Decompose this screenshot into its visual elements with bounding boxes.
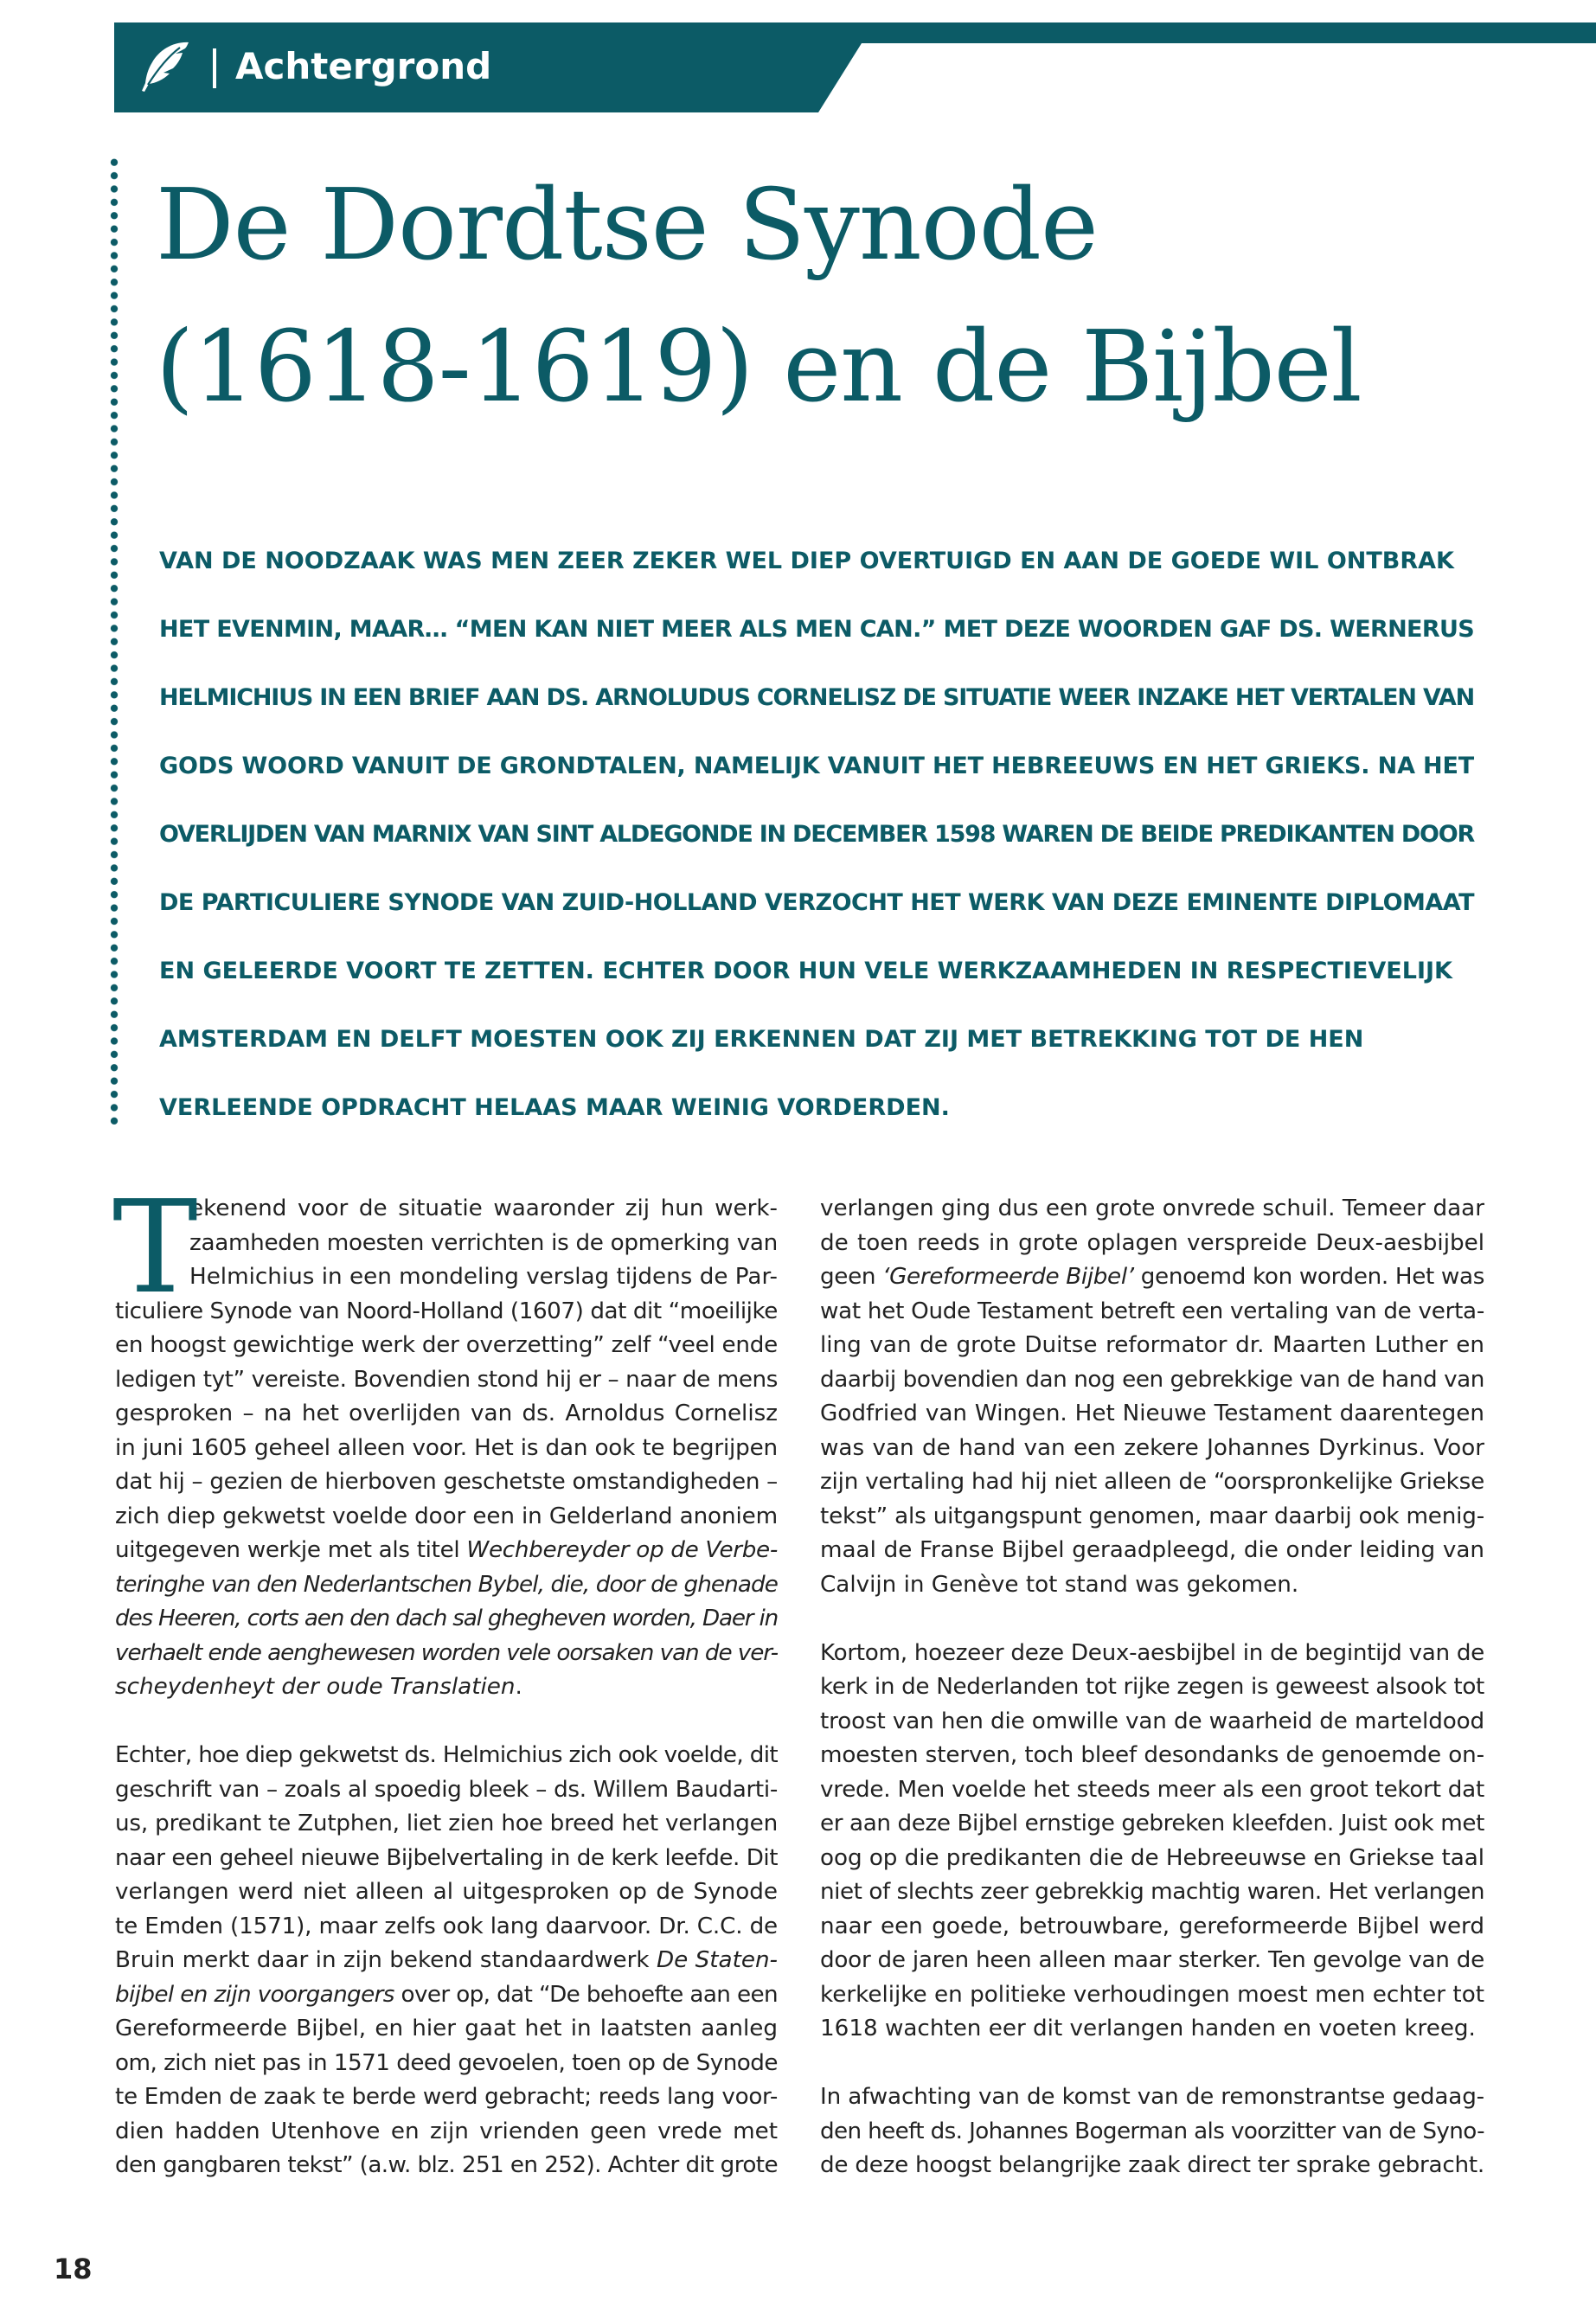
text-line: geschrift van – zoals al spoedig bleek – ds. Willem Baudarti- [115, 1776, 778, 1803]
text-line: In afwachting van de komst van de remonstrantse gedaag- [820, 2084, 1484, 2110]
body-column-left [112, 1173, 779, 2183]
text-line: te Emden de zaak te berde werd gebracht; reeds lang voor- [115, 2084, 778, 2110]
text-line: Echter, hoe diep gekwetst ds. Helmichius zich ook voelde, dit [115, 1742, 778, 1768]
paragraph-3 [820, 2080, 1484, 2183]
text-line: oog op die predikanten die de Hebreeuwse en Griekse taal [820, 1844, 1484, 1871]
text-segment: geen [820, 1264, 876, 1290]
text-line: ling van de grote Duitse reformator dr. Maarten Luther en [820, 1332, 1484, 1358]
text-line: ledigen tyt” vereiste. Bovendien stond hij er – naar de mens [115, 1366, 778, 1393]
text-line: Godfried van Wingen. Het Nieuwe Testament daarentegen [820, 1400, 1484, 1426]
text-line: de toen reeds in grote oplagen verspreide Deux-aesbijbel [820, 1229, 1484, 1256]
text-line: ekenend voor de situatie waaronder zij hun werk- [189, 1195, 778, 1221]
italic-book-title: bijbel en zijn voorgangers [115, 1981, 394, 2008]
paragraph-2 [115, 1739, 778, 2183]
text-line: naar een geheel nieuwe Bijbelvertaling in de kerk leefde. Dit [115, 1844, 778, 1871]
text-line: er aan deze Bijbel ernstige gebreken kleefden. Juist ook met [820, 1811, 1484, 1836]
italic-bible-name: ‘Gereformeerde Bijbel’ [882, 1264, 1134, 1290]
paragraph-gap [115, 1705, 778, 1740]
intro-line: OVERLIJDEN VAN MARNIX VAN SINT ALDEGONDE IN DECEMBER 1598 WAREN DE BEIDE PREDIKANTEN DOOR [159, 821, 1474, 848]
dotted-rule [110, 156, 119, 1125]
header-separator [213, 48, 216, 88]
text-line: naar een goede, betrouwbare, gereformeerde Bijbel werd [820, 1913, 1484, 1939]
text-line [820, 1260, 1484, 1295]
text-segment: Bruin merkt daar in zijn bekend standaardwerk [115, 1947, 650, 1973]
text-line: vrede. Men voelde het steeds meer als een groot tekort dat [820, 1776, 1484, 1803]
paragraph-1 [820, 1192, 1484, 1602]
italic-book-title: scheydenheyt der oude Translatien [115, 1674, 516, 1700]
article-title [156, 154, 1362, 438]
text-line: door de jaren heen alleen maar sterker. Ten gevolge van de [820, 1947, 1484, 1973]
quill-icon [135, 40, 192, 93]
text-segment: . [515, 1674, 522, 1700]
text-line [115, 1670, 778, 1705]
text-segment: over op, dat “De behoefte aan een [401, 1981, 779, 2008]
paragraph-gap [820, 1602, 1484, 1637]
intro-line: EN GELEERDE VOORT TE ZETTEN. ECHTER DOOR HUN VELE WERKZAAMHEDEN IN RESPECTIEVELIJK [159, 958, 1452, 984]
text-line: 1618 wachten eer dit verlangen handen en voeten kreeg. [820, 2016, 1476, 2041]
text-line: kerk in de Nederlanden tot rijke zegen is geweest alsook tot [820, 1674, 1484, 1700]
text-line: in juni 1605 geheel alleen voor. Het is dan ook te begrijpen [115, 1434, 778, 1461]
text-line: Helmichius in een mondeling verslag tijdens de Par- [189, 1264, 778, 1290]
paragraph-gap [820, 2047, 1484, 2081]
text-line [115, 1534, 778, 1568]
article-title-line-2: (1618-1619) en de Bijbel [156, 310, 1362, 424]
italic-text-line: des Heeren, corts aen den dach sal ghegheven worden, Daer in [115, 1606, 778, 1631]
paragraph-1 [115, 1192, 778, 1705]
text-line: den gangbaren tekst” (a.w. blz. 251 en 252). Achter dit grote [115, 2152, 778, 2178]
text-line: Gereformeerde Bijbel, en hier gaat het in laatsten aanleg [115, 2016, 778, 2041]
intro-line: HELMICHIUS IN EEN BRIEF AAN DS. ARNOLUDUS CORNELISZ DE SITUATIE WEER INZAKE HET VERTALEN VAN [159, 684, 1474, 711]
italic-book-title: De Staten- [656, 1947, 778, 1973]
text-line: moesten sterven, toch bleef desondanks de genoemde on- [820, 1742, 1484, 1768]
section-header-band [114, 22, 1596, 112]
drop-cap: T [112, 1173, 198, 1322]
text-line: wat het Oude Testament betreft een vertaling van de verta- [820, 1298, 1484, 1324]
intro-line: GODS WOORD VANUIT DE GRONDTALEN, NAMELIJK VANUIT HET HEBREEUWS EN HET GRIEKS. NA HET [159, 753, 1474, 779]
text-line: zich diep gekwetst voelde door een in Gelderland anoniem [115, 1503, 778, 1529]
text-line: was van de hand van een zekere Johannes Dyrkinus. Voor [820, 1434, 1484, 1461]
text-line: verlangen werd niet alleen al uitgesproken op de Synode [115, 1879, 778, 1905]
text-line: te Emden (1571), maar zelfs ook lang daarvoor. Dr. C.C. de [115, 1913, 778, 1939]
intro-line: HET EVENMIN, MAAR… “MEN KAN NIET MEER ALS MEN CAN.” MET DEZE WOORDEN GAF DS. WERNERUS [159, 616, 1474, 643]
italic-book-title: Wechbereyder op de Verbe- [466, 1537, 778, 1563]
italic-text-line: verhaelt ende aenghewesen worden vele oorsaken van de ver- [115, 1639, 778, 1666]
intro-line: AMSTERDAM EN DELFT MOESTEN OOK ZIJ ERKENNEN DAT ZIJ MET BETREKKING TOT DE HEN [159, 1026, 1364, 1053]
intro-lead [159, 541, 1474, 1156]
paragraph-2 [820, 1637, 1484, 2047]
text-line [115, 1944, 778, 1978]
text-line: zaamheden moesten verrichten is de opmerking van [189, 1229, 778, 1256]
intro-line: VERLEENDE OPDRACHT HELAAS MAAR WEINIG VORDERDEN. [159, 1094, 950, 1121]
text-line: Calvijn in Genève tot stand was gekomen. [820, 1571, 1299, 1598]
intro-line: DE PARTICULIERE SYNODE VAN ZUID-HOLLAND VERZOCHT HET WERK VAN DEZE EMINENTE DIPLOMAAT [159, 889, 1474, 916]
text-line: us, predikant te Zutphen, liet zien hoe breed het verlangen [115, 1811, 778, 1836]
text-line: en hoogst gewichtige werk der overzetting” zelf “veel ende [115, 1332, 778, 1358]
text-line: zijn vertaling had hij niet alleen de “oorspronkelijke Griekse [820, 1469, 1484, 1495]
text-line [115, 1978, 778, 2013]
text-line: ticuliere Synode van Noord-Holland (1607) dat dit “moeilijke [115, 1298, 778, 1324]
article-title-line-1: De Dordtse Synode [156, 168, 1098, 282]
text-line: dien hadden Utenhove en zijn vrienden geen vrede met [115, 2118, 778, 2144]
text-segment: uitgegeven werkje met als titel [115, 1537, 460, 1563]
text-segment: genoemd kon worden. Het was [1140, 1264, 1485, 1290]
text-line: verlangen ging dus een grote onvrede schuil. Temeer daar [820, 1195, 1484, 1221]
text-line: maal de Franse Bijbel geraadpleegd, die onder leiding van [820, 1537, 1484, 1563]
text-line: de deze hoogst belangrijke zaak direct ter sprake gebracht. [820, 2152, 1484, 2178]
intro-line: VAN DE NOODZAAK WAS MEN ZEER ZEKER WEL DIEP OVERTUIGD EN AAN DE GOEDE WIL ONTBRAK [159, 548, 1454, 574]
italic-text-line: teringhe van den Nederlantschen Bybel, die, door de ghenade [115, 1571, 778, 1598]
text-line: om, zich niet pas in 1571 deed gevoelen, toen op de Synode [115, 2049, 778, 2076]
text-line: troost van hen die omwille van de waarheid de marteldood [820, 1708, 1484, 1734]
section-label: Achtergrond [235, 45, 492, 87]
text-line: kerkelijke en politieke verhoudingen moest men echter tot [820, 1981, 1484, 2008]
text-line: niet of slechts zeer gebrekkig machtig waren. Het verlangen [820, 1879, 1484, 1905]
text-line: gesproken – na het overlijden van ds. Arnoldus Cornelisz [115, 1400, 778, 1426]
text-line: dat hij – gezien de hierboven geschetste omstandigheden – [115, 1469, 778, 1495]
page-number: 18 [54, 2253, 93, 2285]
text-line: den heeft ds. Johannes Bogerman als voorzitter van de Syno- [820, 2118, 1484, 2144]
text-line: Kortom, hoezeer deze Deux-aesbijbel in de begintijd van de [820, 1639, 1484, 1666]
body-column-right [820, 1192, 1484, 2183]
text-line: tekst” als uitgangspunt genomen, maar daarbij ook menig- [820, 1503, 1484, 1529]
text-line: daarbij bovendien dan nog een gebrekkige van de hand van [820, 1366, 1484, 1393]
